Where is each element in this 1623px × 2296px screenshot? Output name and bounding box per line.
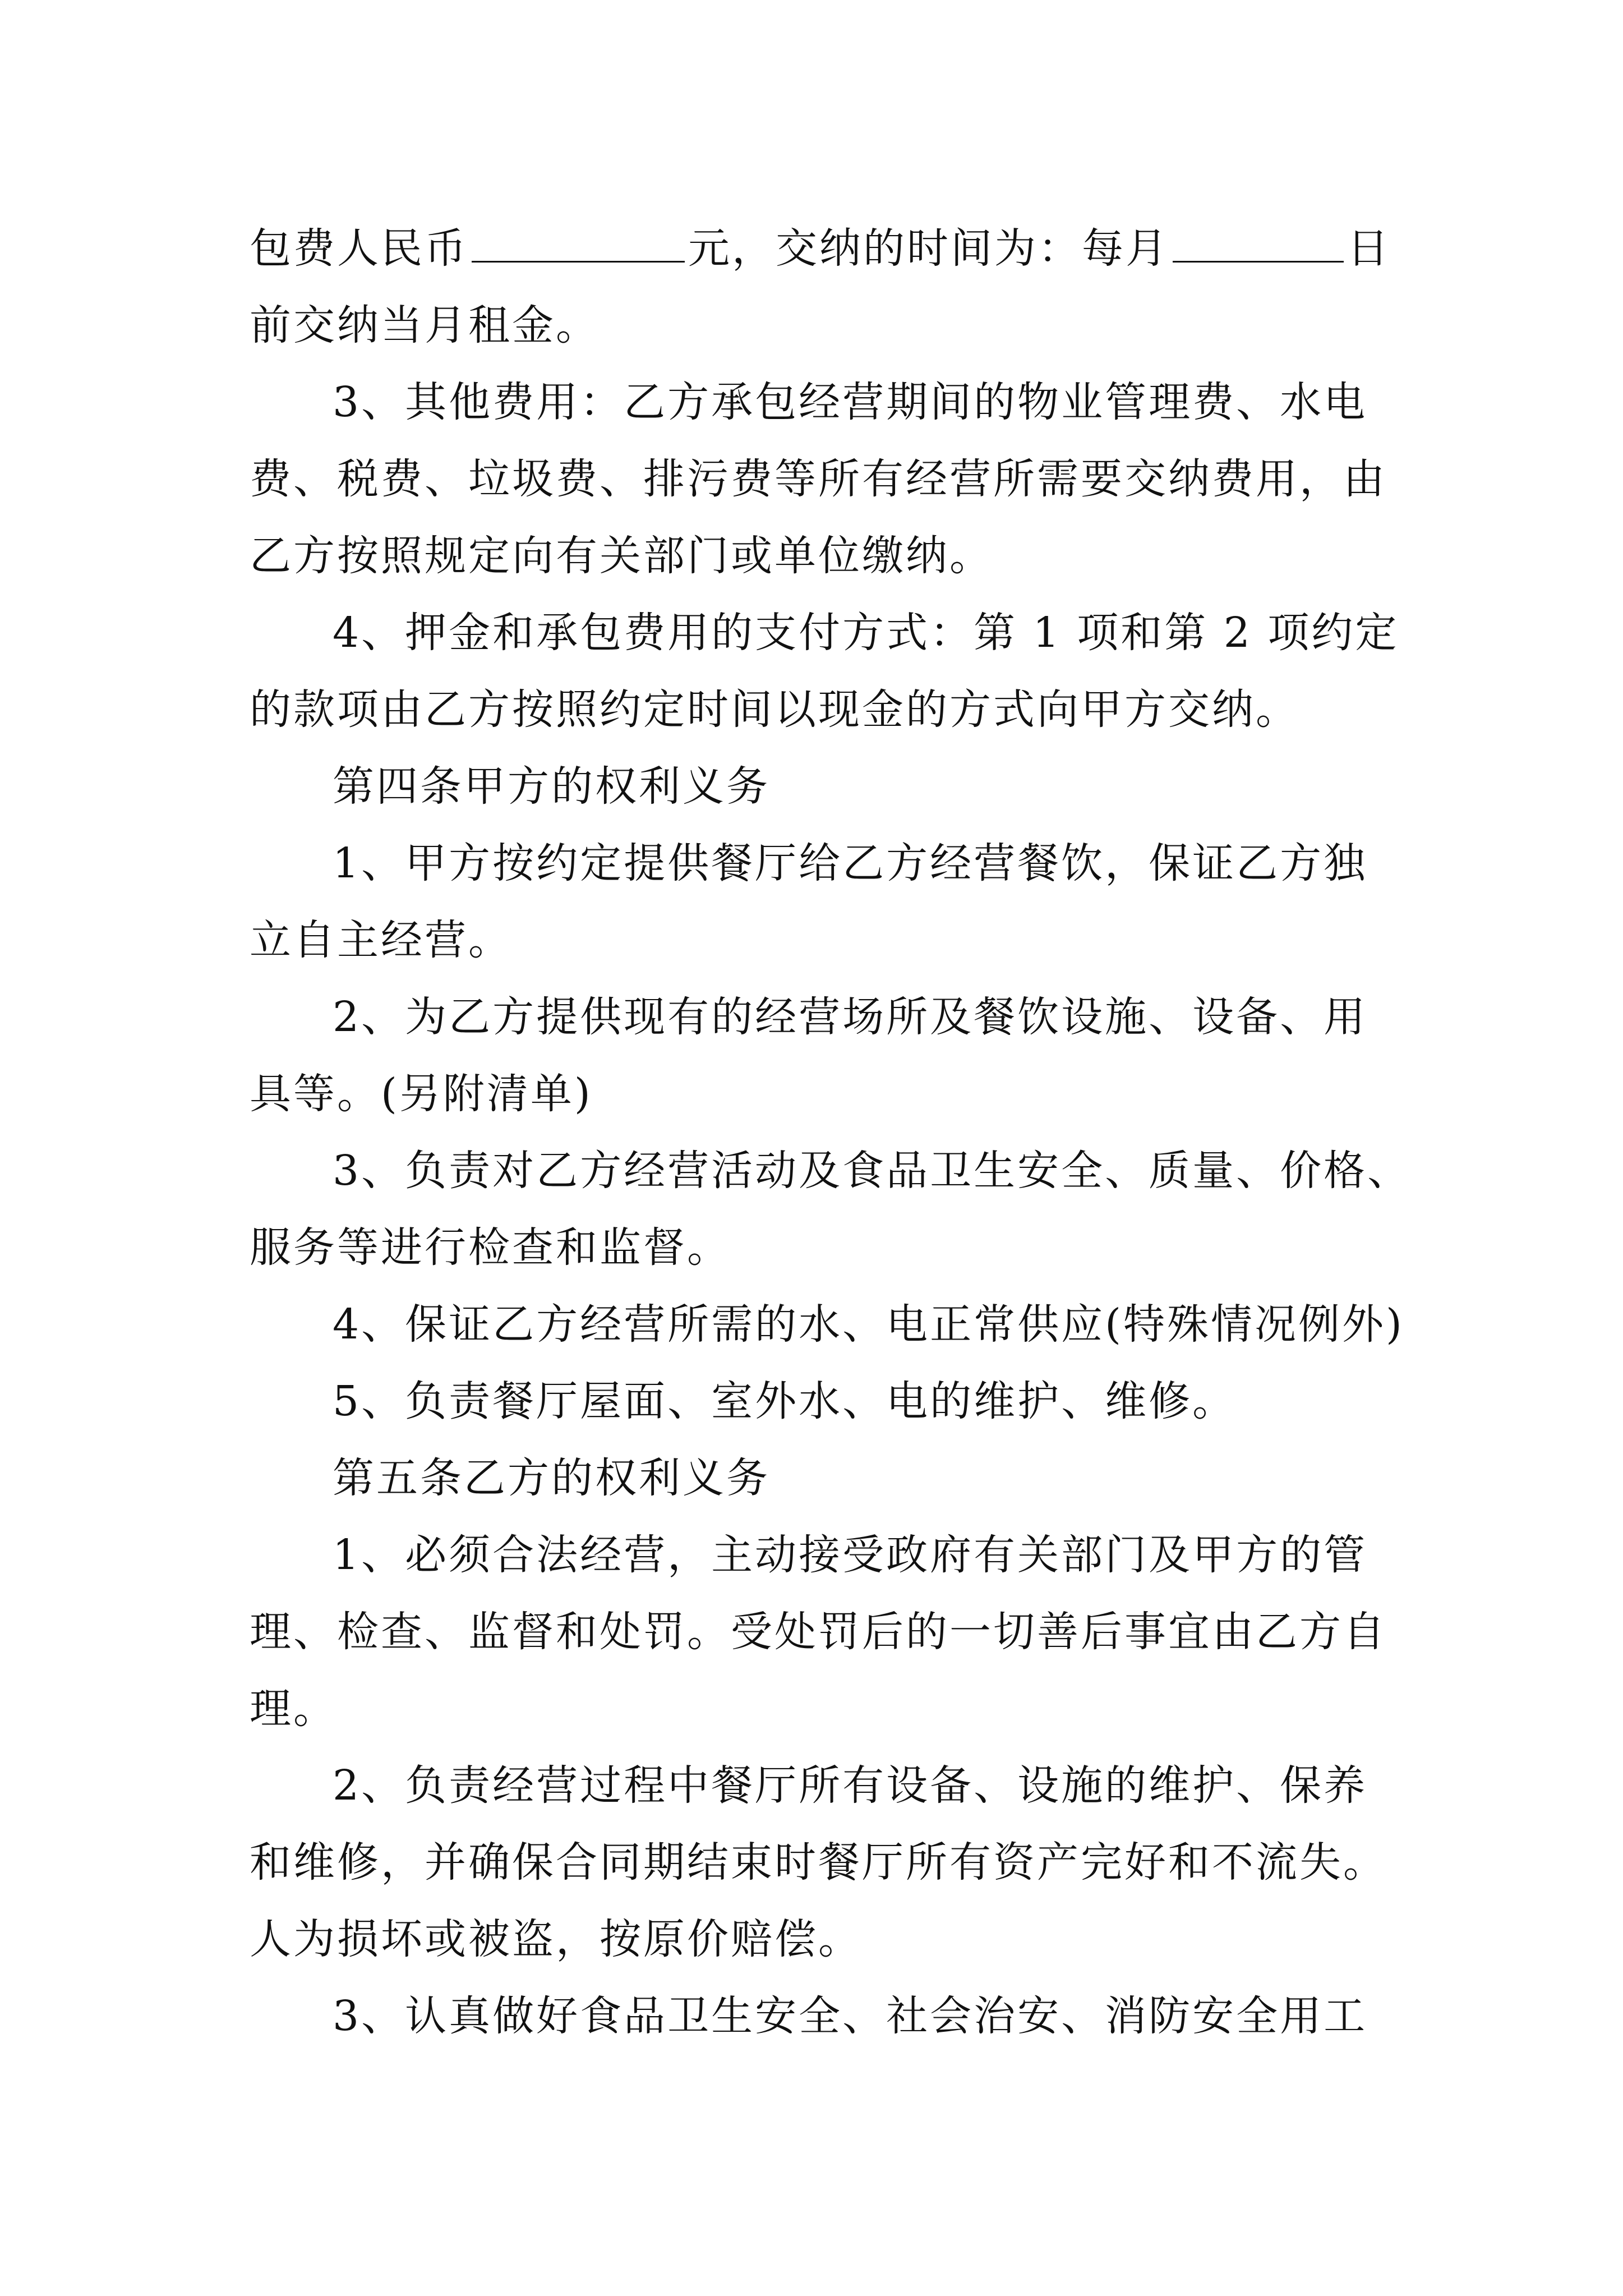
text-line-19: 理、检查、监督和处罚。受处罚后的一切善后事宜由乙方自 xyxy=(250,1608,1387,1656)
text-line-6: 4、押金和承包费用的支付方式：第 1 项和第 2 项约定 xyxy=(333,609,1399,657)
section-heading-article-5: 第五条乙方的权利义务 xyxy=(333,1454,770,1502)
text-segment: 元，交纳的时间为：每月 xyxy=(688,224,1169,273)
text-line-14: 服务等进行检查和监督。 xyxy=(250,1223,731,1272)
text-line-15: 4、保证乙方经营所需的水、电正常供应(特殊情况例外) xyxy=(333,1300,1404,1349)
text-line-20: 理。 xyxy=(250,1685,337,1733)
text-line-3: 3、其他费用：乙方承包经营期间的物业管理费、水电 xyxy=(333,378,1368,426)
text-line-1 xyxy=(250,210,1391,287)
text-line-10: 立自主经营。 xyxy=(250,916,512,964)
text-line-11: 2、为乙方提供现有的经营场所及餐饮设施、设备、用 xyxy=(333,993,1368,1041)
text-line-4: 费、税费、垃圾费、排污费等所有经营所需要交纳费用，由 xyxy=(250,455,1387,503)
fill-blank-day xyxy=(1173,219,1344,263)
text-line-23: 人为损坏或被盗，按原价赔偿。 xyxy=(250,1915,862,1963)
section-heading-article-4: 第四条甲方的权利义务 xyxy=(333,762,770,811)
text-line-22: 和维修，并确保合同期结束时餐厅所有资产完好和不流失。 xyxy=(250,1838,1387,1887)
text-line-7: 的款项由乙方按照约定时间以现金的方式向甲方交纳。 xyxy=(250,685,1299,734)
text-segment: 包费人民币 xyxy=(250,224,468,273)
text-line-13: 3、负责对乙方经营活动及食品卫生安全、质量、价格、 xyxy=(333,1147,1412,1195)
document-body xyxy=(250,210,1412,2055)
text-line-2: 前交纳当月租金。 xyxy=(250,301,600,349)
text-line-24: 3、认真做好食品卫生安全、社会治安、消防安全用工 xyxy=(333,1992,1368,2040)
text-line-5: 乙方按照规定向有关部门或单位缴纳。 xyxy=(250,532,993,580)
text-segment: 日 xyxy=(1347,224,1391,273)
text-line-18: 1、必须合法经营，主动接受政府有关部门及甲方的管 xyxy=(333,1531,1368,1579)
text-line-12: 具等。(另附清单) xyxy=(250,1070,593,1118)
fill-blank-amount xyxy=(472,219,685,263)
text-line-16: 5、负责餐厅屋面、室外水、电的维护、维修。 xyxy=(333,1377,1237,1425)
text-line-9: 1、甲方按约定提供餐厅给乙方经营餐饮，保证乙方独 xyxy=(333,839,1368,887)
text-line-21: 2、负责经营过程中餐厅所有设备、设施的维护、保养 xyxy=(333,1761,1368,1810)
